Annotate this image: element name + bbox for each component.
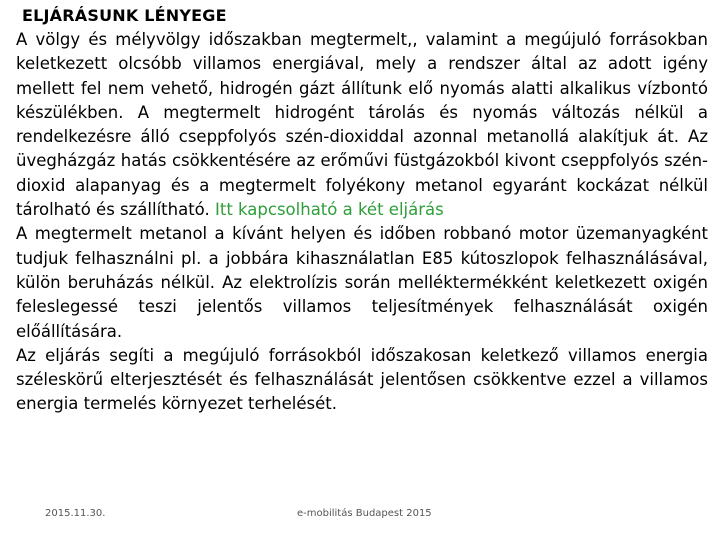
paragraph-2: A megtermelt metanol a kívánt helyen és időben robbanó motor üzemanyagként tudjuk felhasználni pl. a jobbára kihasználatlan E85 kútoszlopok felhasználásával, külön beruházás nélkül. Az elektrolízis során melléktermékként keletkezett oxigén feleslegessé teszi jelentős villamos teljesítmények felhasználását oxigén előállítására. bbox=[16, 224, 708, 341]
paragraph-1-highlight: Itt kapcsolható a két eljárás bbox=[214, 200, 444, 220]
footer-date: 2015.11.30. bbox=[45, 508, 106, 519]
paragraph-1-text: A völgy és mélyvölgy időszakban megtermelt,, valamint a megújuló forrásokban keletkezett olcsóbb villamos energiával, mely a rendszer által az adott igény mellett fel nem vehető, hidrogén gázt állítunk elő nyomás alatti alkalikus vízbontó készülékben. A megtermelt hidrogént tárolás és nyomás változás nélkül a rendelkezésre álló cseppfolyós szén-dioxiddal azonnal metanollá alakítjuk át. Az üvegházgáz hatás csökkentésére az erőművi füstgázokból kivont cseppfolyós szén-dioxid alapanyag és a megtermelt folyékony metanol egyaránt kockázat nélkül tárolható és szállítható. bbox=[16, 30, 708, 220]
footer-event: e-mobilitás Budapest 2015 bbox=[297, 508, 432, 519]
slide-body bbox=[16, 28, 708, 417]
paragraph-3: Az eljárás segíti a megújuló forrásokból időszakosan keletkező villamos energia széleskörű elterjesztését és felhasználását jelentősen csökkentve ezzel a villamos energia termelés környezet terhelését. bbox=[16, 345, 708, 414]
slide-title: ELJÁRÁSUNK LÉNYEGE bbox=[22, 6, 227, 25]
paragraph-1 bbox=[16, 28, 708, 222]
